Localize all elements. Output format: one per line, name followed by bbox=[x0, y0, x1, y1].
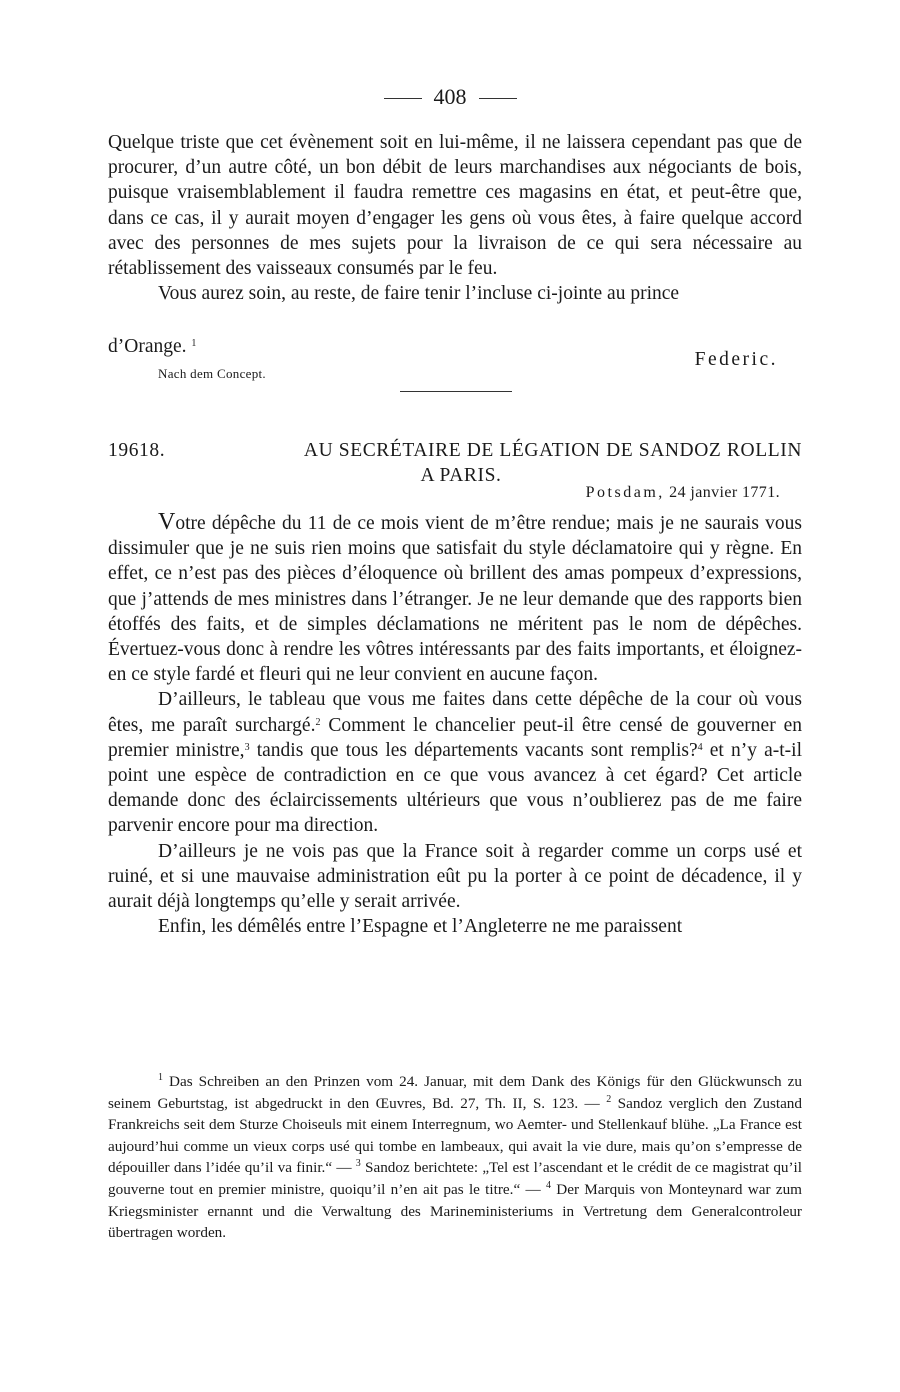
letter-paragraph-3: D’ailleurs je ne vois pas que la France soit à regarder comme un corps usé et ruiné, et si une mauvaise administration eût pu la porter à ce point de décadence, il y aurait déjà longtemps qu’elle y serait arrivée. bbox=[108, 840, 802, 913]
letter-paragraph-1-text: otre dépêche du 11 de ce mois vient de m’être rendue; mais je ne saurais vous dissimuler que je ne suis rien moins que satisfait du style déclamatoire qui y règne. En effet, ce n’est pas des pièces d’éloquence où brillent des amas pompeux d’expressions, que j’attends de mes ministres dans l’étranger. Je ne leur demande que des rapports bien étoffés des faits, et de simples déclamations ne méritent pas le nom de dépêches. Évertuez-vous donc à rendre les vôtres intéressants par des faits importants, et éloignez-en ce style fardé et fleuri qui ne leur convient en aucune façon. bbox=[108, 513, 802, 686]
signature: Federic. bbox=[694, 349, 778, 370]
closing-line: d’Orange. bbox=[108, 336, 187, 357]
footnote-ref-3: 3 bbox=[244, 741, 250, 753]
dateline-date: 24 janvier 1771. bbox=[669, 484, 780, 501]
footnote-text-3: Sandoz berichtete: „Tel est l’ascendant et le crédit de ce magistrat qu’il gouverne tout en premier ministre, quoiqu’il n’en ait pas le titre.“ — bbox=[108, 1159, 802, 1198]
letter-paragraph-2-part-d: et n’y a-t-il point une espèce de contradiction en ce que vous avancez à cet égard? Cet article demande donc des éclaircissements ultérieurs que vous n’oublierez pas de me faire parvenir encore pour ma direction. bbox=[108, 739, 803, 837]
opening-paragraph-1: Quelque triste que cet évènement soit en lui-même, il ne laissera cependant pas que de procurer, d’un autre côté, un bon débit de leurs marchandises aux négociants de bois, puisque vraisemblablement il faudra remettre ces magasins en état, et peut-être que, dans ce cas, il y aurait moyen d’engager les gens où vous êtes, à faire quelque accord avec des personnes de mes sujets pour la livraison de ce qui sera nécessaire au rétablissement des vaisseaux consumés par le feu. bbox=[108, 132, 802, 280]
letter-paragraph-2-part-a: D’ailleurs, le tableau que vous me faites dans cette dépêche de la cour où vous êtes, me paraît surchargé. bbox=[108, 689, 802, 736]
header-dash-left bbox=[384, 98, 422, 99]
section-divider bbox=[400, 391, 512, 392]
letter-title-line1: AU SECRÉTAIRE DE LÉGATION DE SANDOZ ROLLIN bbox=[303, 440, 802, 461]
footnote-text-1: Das Schreiben an den Prinzen vom 24. Januar, mit dem Dank des Königs für den Glückwunsch zu seinem Geburtstag, ist abgedruckt in den Œuvres, Bd. 27, Th. II, S. 123. — bbox=[108, 1073, 802, 1112]
letter-closing bbox=[108, 334, 802, 370]
footnote-mark-4: 4 bbox=[545, 1179, 551, 1191]
source-note: Nach dem Concept. bbox=[158, 366, 266, 381]
footnote-mark-1: 1 bbox=[158, 1072, 163, 1083]
letter-title-line2: A PARIS. bbox=[420, 465, 502, 486]
footnote-mark-2: 2 bbox=[606, 1093, 612, 1105]
dropcap: V bbox=[158, 509, 176, 535]
footnote-ref-2: 2 bbox=[315, 716, 321, 728]
letter-heading bbox=[108, 438, 802, 488]
footnote-text-4: Der Marquis von Monteynard war zum Kriegsminister ernannt und die Verwaltung des Marineministeriums in Vertretung dem Generalcontroleur übertragen worden. bbox=[108, 1180, 802, 1242]
footnote-block bbox=[108, 1071, 802, 1244]
letter-paragraph-2-part-b: Comment le chancelier peut-il être censé de gouverner en premier ministre, bbox=[108, 714, 802, 761]
letter-paragraph-1 bbox=[108, 510, 802, 687]
header-dash-right bbox=[479, 98, 517, 99]
letter-paragraph-2 bbox=[108, 687, 802, 838]
footnote-text-2: Sandoz verglich den Zustand Frankreichs seit dem Sturze Choiseuls mit einem Interregnum, wo Aemter- und Stellenkauf blühe. „La France est aujourd’hui comme un vieux corps usé qui tombe en lambeaux, qui avait la vie dure, mais qu’on s’empresse de dépouiller dans l’idée qu’il va finir.“ — bbox=[108, 1094, 802, 1177]
page-number: 408 bbox=[433, 84, 467, 109]
letter-number: 19618. bbox=[108, 440, 166, 461]
page-header bbox=[0, 84, 900, 110]
opening-paragraph-2: Vous aurez soin, au reste, de faire tenir l’incluse ci-jointe au prince bbox=[158, 283, 680, 305]
dateline bbox=[586, 484, 780, 502]
letter-body bbox=[108, 510, 802, 939]
footnote-ref-4: 4 bbox=[697, 741, 703, 753]
footnotes bbox=[108, 1071, 802, 1244]
opening-text bbox=[108, 130, 802, 306]
dateline-place: Potsdam, bbox=[585, 484, 665, 501]
letter-paragraph-4: Enfin, les démêlés entre l’Espagne et l’Angleterre ne me paraissent bbox=[158, 916, 683, 938]
footnote-mark-3: 3 bbox=[355, 1158, 361, 1170]
letter-paragraph-2-part-c: tandis que tous les départements vacants sont remplis? bbox=[249, 739, 698, 761]
footnote-ref-1: 1 bbox=[191, 338, 197, 349]
